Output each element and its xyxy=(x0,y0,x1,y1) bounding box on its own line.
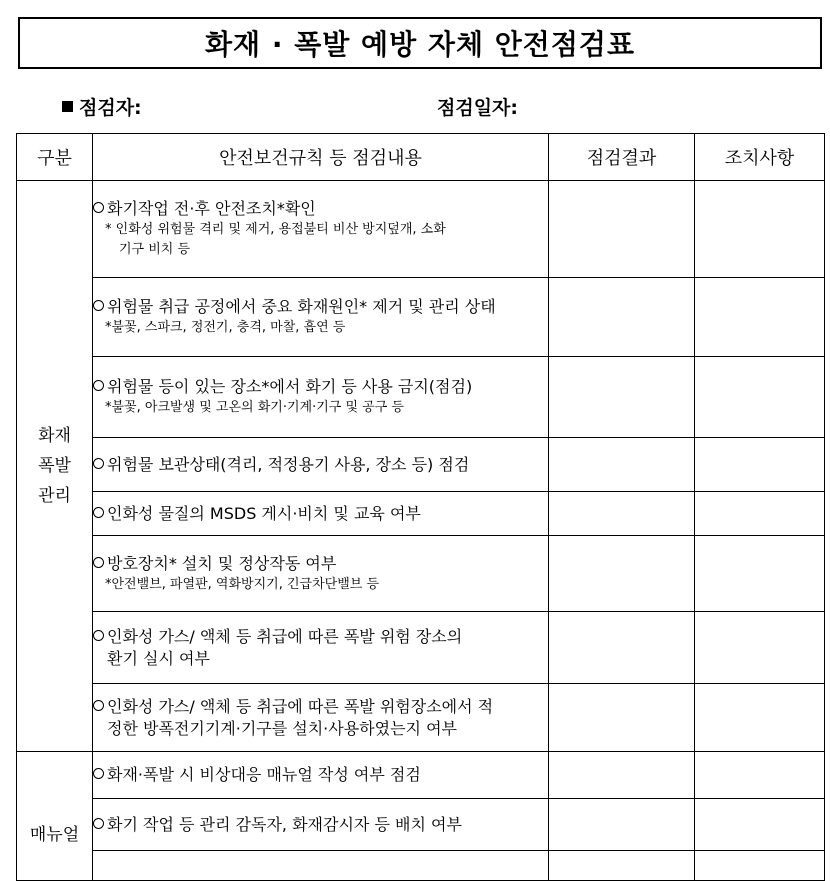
action-cell[interactable] xyxy=(695,799,825,851)
result-cell[interactable] xyxy=(549,438,695,492)
result-cell[interactable] xyxy=(549,357,695,438)
table-row xyxy=(17,536,825,612)
circle-bullet-icon xyxy=(93,818,104,829)
table-row xyxy=(17,492,825,536)
category-fire-explosion: 화재 폭발 관리 xyxy=(17,181,93,752)
table-row xyxy=(17,357,825,438)
result-cell[interactable] xyxy=(549,181,695,278)
action-cell[interactable] xyxy=(695,851,825,881)
result-cell[interactable] xyxy=(549,851,695,881)
check-item: 위험물 보관상태(격리, 적정용기 사용, 장소 등) 점검 xyxy=(93,438,549,492)
table-row xyxy=(17,684,825,752)
check-item: 화기 작업 등 관리 감독자, 화재감시자 등 배치 여부 xyxy=(93,799,549,851)
inspector-label: 점검자: xyxy=(79,97,142,119)
check-item: 화재·폭발 시 비상대응 매뉴얼 작성 여부 점검 xyxy=(93,752,549,799)
check-item: 위험물 등이 있는 장소*에서 화기 등 사용 금지(점검) *불꽃, 아크발생 및 고온의 화기·기계·기구 및 공구 등 xyxy=(93,357,549,438)
square-bullet-icon xyxy=(62,101,73,112)
check-item: 인화성 물질의 MSDS 게시·비치 및 교육 여부 xyxy=(93,492,549,536)
circle-bullet-icon xyxy=(93,300,104,311)
header-result: 점검결과 xyxy=(549,134,695,181)
circle-bullet-icon xyxy=(93,630,104,641)
circle-bullet-icon xyxy=(93,380,104,391)
inspector-field xyxy=(62,93,142,120)
circle-bullet-icon xyxy=(93,700,104,711)
header-row xyxy=(17,134,825,181)
table-row xyxy=(17,851,825,881)
table-row xyxy=(17,612,825,684)
category-manual: 매뉴얼 xyxy=(17,752,93,881)
check-item: 방호장치* 설치 및 정상작동 여부 *안전밸브, 파열판, 역화방지기, 긴급차단밸브 등 xyxy=(93,536,549,612)
check-item: 화기작업 전·후 안전조치*확인 * 인화성 위험물 격리 및 제거, 용접불티 비산 방지덮개, 소화 기구 비치 등 xyxy=(93,181,549,278)
table-row xyxy=(17,278,825,357)
result-cell[interactable] xyxy=(549,492,695,536)
table-row xyxy=(17,181,825,278)
action-cell[interactable] xyxy=(695,612,825,684)
action-cell[interactable] xyxy=(695,357,825,438)
circle-bullet-icon xyxy=(93,768,104,779)
table-row xyxy=(17,752,825,799)
document-title: 화재 · 폭발 예방 자체 안전점검표 xyxy=(18,17,822,69)
action-cell[interactable] xyxy=(695,536,825,612)
action-cell[interactable] xyxy=(695,492,825,536)
inspection-date-label: 점검일자: xyxy=(437,97,519,119)
circle-bullet-icon xyxy=(93,202,104,213)
circle-bullet-icon xyxy=(93,507,104,518)
action-cell[interactable] xyxy=(695,278,825,357)
check-item: 위험물 취급 공정에서 중요 화재원인* 제거 및 관리 상태 *불꽃, 스파크, 정전기, 충격, 마찰, 흡연 등 xyxy=(93,278,549,357)
table-row xyxy=(17,799,825,851)
header-action: 조치사항 xyxy=(695,134,825,181)
result-cell[interactable] xyxy=(549,752,695,799)
result-cell[interactable] xyxy=(549,684,695,752)
circle-bullet-icon xyxy=(93,557,104,568)
header-content: 안전보건규칙 등 점검내용 xyxy=(93,134,549,181)
check-item: 인화성 가스/ 액체 등 취급에 따른 폭발 위험 장소의 환기 실시 여부 xyxy=(93,612,549,684)
checklist-table xyxy=(16,133,825,881)
check-item: 인화성 가스/ 액체 등 취급에 따른 폭발 위험장소에서 적 정한 방폭전기기계·기구를 설치·사용하였는지 여부 xyxy=(93,684,549,752)
result-cell[interactable] xyxy=(549,278,695,357)
circle-bullet-icon xyxy=(93,458,104,469)
action-cell[interactable] xyxy=(695,181,825,278)
result-cell[interactable] xyxy=(549,612,695,684)
result-cell[interactable] xyxy=(549,536,695,612)
table-row xyxy=(17,438,825,492)
result-cell[interactable] xyxy=(549,799,695,851)
check-item xyxy=(93,851,549,881)
action-cell[interactable] xyxy=(695,752,825,799)
header-category: 구분 xyxy=(17,134,93,181)
action-cell[interactable] xyxy=(695,438,825,492)
inspection-date-field xyxy=(437,93,518,120)
action-cell[interactable] xyxy=(695,684,825,752)
